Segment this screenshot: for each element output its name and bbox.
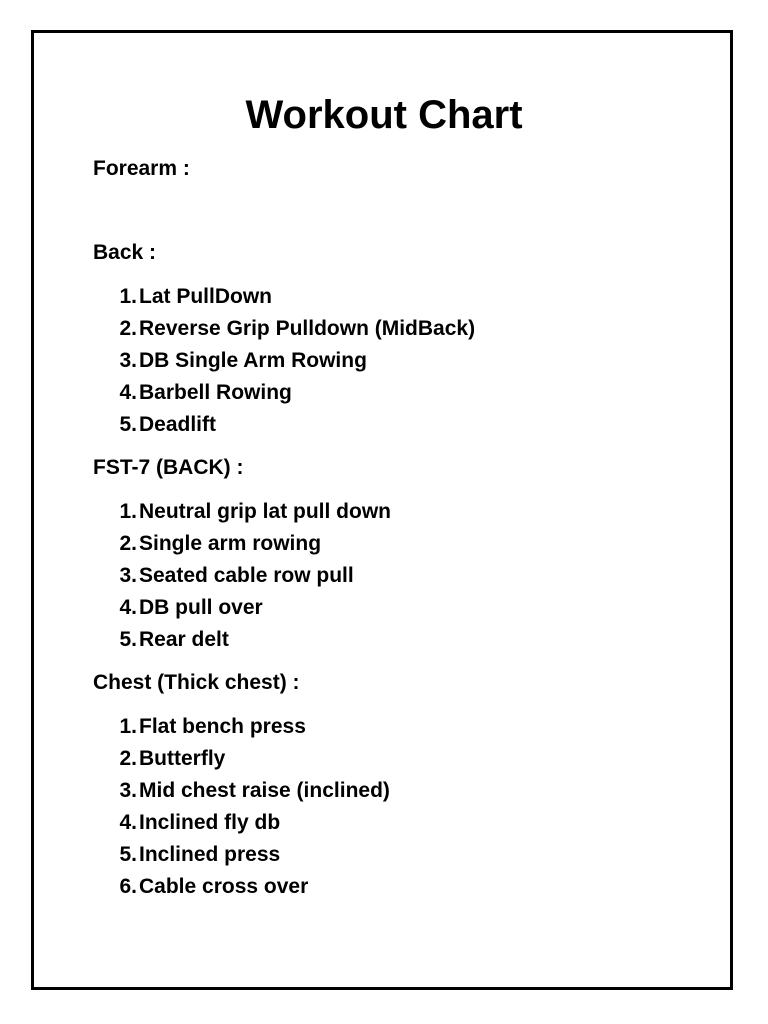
section-forearm xyxy=(93,155,713,239)
page-title: Workout Chart xyxy=(245,93,523,137)
item-text: Single arm rowing xyxy=(139,532,322,555)
list-item xyxy=(93,624,713,656)
list-item xyxy=(93,496,713,528)
item-text: Seated cable row pull xyxy=(139,564,354,587)
item-text: Reverse Grip Pulldown (MidBack) xyxy=(139,317,476,340)
list-item xyxy=(93,528,713,560)
section-chest xyxy=(93,669,713,903)
section-heading: FST-7 (BACK) : xyxy=(93,456,244,479)
item-text: Butterfly xyxy=(139,747,226,770)
item-number: 1. xyxy=(119,285,137,308)
section-fst7-back xyxy=(93,454,713,656)
item-number: 2. xyxy=(119,317,137,340)
exercise-list xyxy=(93,281,713,441)
list-item xyxy=(93,313,713,345)
list-item xyxy=(93,775,713,807)
item-text: Inclined press xyxy=(139,843,281,866)
item-number: 5. xyxy=(119,413,137,436)
empty-section-space xyxy=(93,183,713,239)
document-body xyxy=(93,155,713,916)
item-text: DB pull over xyxy=(139,596,263,619)
list-item xyxy=(93,807,713,839)
item-number: 3. xyxy=(119,779,137,802)
item-number: 3. xyxy=(119,564,137,587)
item-text: Cable cross over xyxy=(139,875,309,898)
exercise-list xyxy=(93,496,713,656)
section-heading: Forearm : xyxy=(93,157,190,180)
item-text: Flat bench press xyxy=(139,715,306,738)
list-item xyxy=(93,839,713,871)
list-item xyxy=(93,711,713,743)
list-item xyxy=(93,560,713,592)
list-item xyxy=(93,592,713,624)
section-back xyxy=(93,239,713,441)
item-text: DB Single Arm Rowing xyxy=(139,349,367,372)
item-text: Inclined fly db xyxy=(139,811,281,834)
list-item xyxy=(93,743,713,775)
item-number: 1. xyxy=(119,500,137,523)
list-item xyxy=(93,409,713,441)
item-number: 5. xyxy=(119,628,137,651)
section-heading: Back : xyxy=(93,241,157,264)
list-item xyxy=(93,345,713,377)
item-number: 4. xyxy=(119,596,137,619)
item-number: 3. xyxy=(119,349,137,372)
item-text: Rear delt xyxy=(139,628,229,651)
item-number: 4. xyxy=(119,381,137,404)
item-text: Lat PullDown xyxy=(139,285,272,308)
list-item xyxy=(93,377,713,409)
exercise-list xyxy=(93,711,713,903)
item-text: Deadlift xyxy=(139,413,217,436)
item-text: Barbell Rowing xyxy=(139,381,292,404)
item-number: 4. xyxy=(119,811,137,834)
item-number: 1. xyxy=(119,715,137,738)
item-text: Neutral grip lat pull down xyxy=(139,500,391,523)
list-item xyxy=(93,871,713,903)
list-item xyxy=(93,281,713,313)
section-heading: Chest (Thick chest) : xyxy=(93,671,300,694)
item-number: 2. xyxy=(119,532,137,555)
item-number: 6. xyxy=(119,875,137,898)
item-number: 5. xyxy=(119,843,137,866)
item-text: Mid chest raise (inclined) xyxy=(139,779,390,802)
item-number: 2. xyxy=(119,747,137,770)
